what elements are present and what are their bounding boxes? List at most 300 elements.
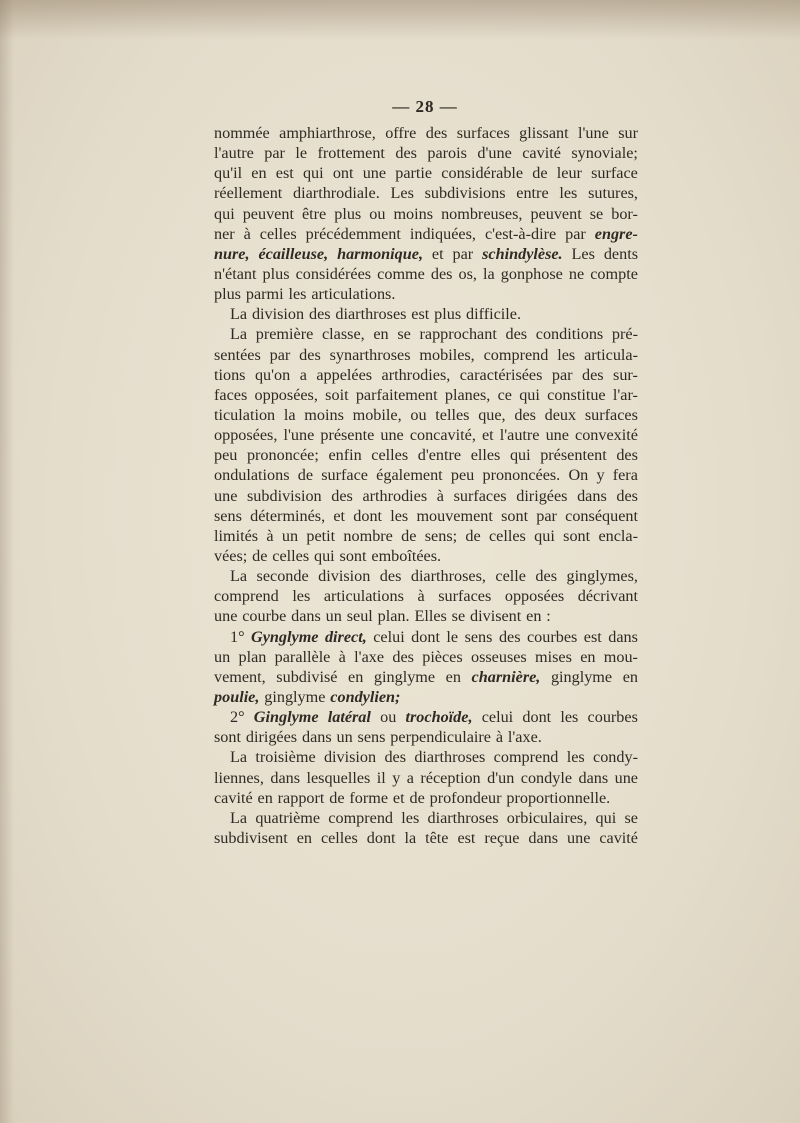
word: latéral: [327, 708, 371, 727]
word: cavité: [522, 144, 561, 163]
word: nombreuses,: [441, 204, 523, 223]
word: ne: [568, 264, 585, 283]
word: a: [406, 768, 414, 787]
word: parallèle: [274, 647, 331, 666]
word: sont: [563, 526, 591, 545]
word: des: [384, 748, 407, 767]
word: le: [446, 627, 459, 646]
word: celles: [320, 828, 358, 847]
word: des: [308, 305, 331, 324]
word: surfaces: [584, 405, 638, 424]
word: opposées,: [214, 426, 278, 445]
page-edge-shadow: [0, 0, 800, 40]
word: synoviale;: [571, 144, 638, 163]
word: sont: [501, 506, 529, 525]
word: ginglymes,: [566, 567, 638, 586]
text-line: [214, 606, 638, 626]
word: des: [379, 567, 402, 586]
text-line: [214, 425, 638, 445]
word: de: [329, 788, 345, 807]
word: une: [614, 768, 638, 787]
word: les: [560, 708, 579, 727]
word: y: [392, 768, 401, 787]
word: de: [532, 164, 548, 183]
word: dont: [366, 828, 396, 847]
word: des: [331, 486, 353, 505]
word: peuvent: [242, 204, 294, 223]
word: comprend: [493, 748, 559, 767]
word: On: [568, 466, 589, 485]
text-line: [214, 727, 638, 747]
word: d'une: [477, 144, 512, 163]
word: offre: [385, 124, 417, 142]
word: sutures,: [588, 184, 638, 203]
word: celle: [495, 567, 526, 586]
word: est: [411, 305, 430, 324]
word: La: [230, 305, 248, 324]
word: troisième: [255, 748, 316, 767]
word: première: [255, 325, 314, 344]
word: à: [266, 526, 274, 545]
word: deux: [544, 405, 577, 424]
word: dans: [577, 486, 607, 505]
word: dont: [411, 627, 440, 646]
word: entre: [516, 184, 549, 203]
word: qui: [313, 546, 335, 565]
word: qu'il: [214, 164, 243, 183]
word: et: [481, 426, 494, 445]
word: écailleuse,: [258, 244, 329, 263]
word: celles: [371, 446, 409, 465]
word: l'ar-: [612, 385, 638, 404]
word: liennes,: [214, 768, 264, 787]
text-line: [214, 204, 638, 224]
word: réellement: [214, 184, 283, 203]
word: l'autre: [499, 426, 540, 445]
word: l'une: [578, 124, 609, 142]
word: convexité: [575, 426, 638, 445]
word: Les: [571, 244, 595, 263]
word: division: [323, 748, 377, 767]
word: une: [380, 426, 404, 445]
word: de: [409, 788, 425, 807]
word: être: [301, 204, 327, 223]
word: en: [348, 667, 364, 686]
text-line: [214, 747, 638, 767]
word: les: [292, 587, 311, 606]
word: sont: [339, 546, 367, 565]
word: schindylèse.: [482, 244, 563, 263]
text-line: [214, 143, 638, 163]
word: est: [457, 828, 476, 847]
word: charnière,: [471, 667, 541, 686]
word: dirigées: [245, 728, 298, 747]
word: et: [392, 788, 405, 807]
word: par: [551, 365, 573, 384]
text-line: [214, 244, 638, 264]
word: fera: [612, 466, 638, 485]
word: direct,: [324, 627, 367, 646]
word: rapprochant: [419, 325, 497, 344]
word: :: [546, 607, 551, 626]
word: comprend: [214, 587, 279, 606]
word: un: [336, 728, 353, 747]
word: arthrodies: [362, 486, 428, 505]
word: qui: [302, 164, 324, 183]
word: celui: [481, 708, 514, 727]
word: à: [243, 224, 251, 243]
text-line: [214, 506, 638, 526]
word: mou-: [603, 647, 638, 666]
word: les: [288, 285, 307, 304]
text-line: [214, 687, 638, 707]
word: des: [616, 446, 638, 465]
word: se: [624, 808, 638, 827]
word: considérées: [295, 264, 372, 283]
word: nure,: [214, 244, 250, 263]
word: divisent: [470, 607, 522, 626]
word: seul: [346, 607, 373, 626]
word: une: [214, 486, 238, 505]
word: des: [616, 486, 638, 505]
word: conséquent: [565, 506, 638, 525]
word: leur: [556, 164, 582, 183]
word: l'autre: [214, 144, 254, 163]
word: Ginglyme: [253, 708, 319, 727]
text-line: [214, 183, 638, 203]
word: opposées: [504, 587, 565, 606]
word: difficile.: [466, 305, 521, 324]
word: n'étant: [214, 264, 257, 283]
word: celui: [373, 627, 405, 646]
word: qu'on: [254, 365, 291, 384]
word: est: [275, 164, 294, 183]
word: les: [557, 345, 576, 364]
text-line: [214, 486, 638, 506]
text-line: [214, 163, 638, 183]
word: petit: [306, 526, 336, 545]
word: l'axe: [354, 647, 385, 666]
word: diarthroses: [335, 305, 407, 324]
word: proportionnelle.: [506, 788, 611, 807]
word: et: [431, 244, 444, 263]
word: courbes: [526, 627, 578, 646]
word: tête: [425, 828, 449, 847]
word: un: [325, 607, 342, 626]
word: dents: [603, 244, 638, 263]
word: en: [526, 607, 542, 626]
word: les: [401, 808, 420, 827]
word: y: [596, 466, 605, 485]
word: dont: [353, 506, 383, 525]
word: lesquelles: [306, 768, 371, 787]
word: les: [566, 748, 585, 767]
word: surface: [591, 164, 638, 183]
word: caractérisées: [459, 365, 543, 384]
word: dirigées: [516, 486, 568, 505]
word: se: [451, 607, 466, 626]
word: prononcée;: [246, 446, 319, 465]
word: dans: [578, 768, 609, 787]
word: des: [425, 124, 448, 142]
word: à: [436, 486, 444, 505]
word: en: [257, 788, 273, 807]
word: à: [338, 647, 346, 666]
word: de: [297, 466, 314, 485]
word: dans: [301, 728, 332, 747]
word: moins: [304, 405, 344, 424]
word: planes,: [444, 385, 491, 404]
text-line: [214, 304, 638, 324]
word: qui: [519, 385, 540, 404]
word: surfaces: [438, 587, 492, 606]
word: articula-: [584, 345, 638, 364]
text-line: [214, 526, 638, 546]
word: un: [281, 526, 299, 545]
word: Les: [390, 184, 414, 203]
word: qui: [595, 808, 617, 827]
word: condyle: [520, 768, 573, 787]
word: concavité,: [409, 426, 476, 445]
text-line: [214, 365, 638, 385]
word: le: [295, 144, 308, 163]
text-line: [214, 385, 638, 405]
word: condylien;: [330, 687, 401, 706]
word: la: [283, 405, 296, 424]
word: classe,: [321, 325, 365, 344]
text-line: [214, 324, 638, 344]
word: également: [376, 466, 443, 485]
word: à: [417, 587, 425, 606]
word: dans: [270, 768, 301, 787]
word: os,: [458, 264, 477, 283]
word: sont: [214, 728, 241, 747]
word: opposées,: [254, 385, 318, 404]
text-line: [214, 667, 638, 687]
text-line: [214, 405, 638, 425]
word: des: [535, 567, 557, 586]
word: harmonique,: [337, 244, 423, 263]
word: ce: [497, 385, 512, 404]
word: de: [401, 526, 417, 545]
word: ticulation: [214, 405, 276, 424]
word: en: [622, 667, 638, 686]
word: dans: [528, 828, 559, 847]
text-line: [214, 345, 638, 365]
word: qui: [214, 204, 235, 223]
word: ner: [214, 224, 235, 243]
word: conditions: [535, 325, 604, 344]
word: plus: [334, 204, 362, 223]
word: de: [465, 526, 481, 545]
word: surface: [321, 466, 368, 485]
word: en: [373, 325, 389, 344]
word: arthrodies,: [381, 365, 451, 384]
word: peu: [214, 446, 238, 465]
word: ou: [380, 708, 397, 727]
text-line: [214, 586, 638, 606]
word: amphiarthrose,: [279, 124, 376, 142]
text-line: [214, 808, 638, 828]
word: diarthroses,: [410, 567, 486, 586]
word: ont: [332, 164, 354, 183]
word: Gynglyme: [251, 627, 319, 646]
word: prononcées.: [482, 466, 561, 485]
body-text: [214, 123, 638, 848]
word: des: [582, 365, 604, 384]
word: cavité: [214, 788, 253, 807]
text-line: [214, 264, 638, 284]
word: la: [483, 264, 495, 283]
text-line: [214, 828, 638, 848]
page-number: — 28 —: [392, 97, 458, 116]
word: surfaces: [456, 124, 510, 142]
word: et: [333, 506, 346, 525]
text-line: [214, 647, 638, 667]
word: vement,: [214, 667, 266, 686]
text-line: [214, 445, 638, 465]
word: parois: [427, 144, 467, 163]
word: en: [251, 164, 267, 183]
word: plan: [238, 647, 267, 666]
word: comme: [377, 264, 425, 283]
word: subdivisé: [276, 667, 338, 686]
word: pré-: [611, 325, 638, 344]
word: une: [545, 426, 569, 445]
word: a: [299, 365, 307, 384]
word: par: [269, 345, 291, 364]
word: osseuses: [470, 647, 527, 666]
word: telles: [435, 405, 470, 424]
word: Elles: [414, 607, 447, 626]
word: l'axe.: [507, 728, 542, 747]
word: soit: [325, 385, 349, 404]
word: parmi: [245, 285, 284, 304]
word: La: [230, 808, 248, 827]
word: sens: [357, 728, 386, 747]
word: diarthrodiale.: [293, 184, 380, 203]
word: qui: [534, 526, 555, 545]
word: compte: [590, 264, 638, 283]
word: limités: [214, 526, 259, 545]
word: 2°: [230, 708, 245, 727]
word: gonphose: [500, 264, 563, 283]
word: frottement: [317, 144, 385, 163]
word: orbiculaires,: [506, 808, 588, 827]
text-line: [214, 627, 638, 647]
word: subdivision: [246, 486, 322, 505]
word: division: [251, 305, 305, 324]
word: qui: [509, 446, 531, 465]
word: sens;: [424, 526, 458, 545]
word: en: [445, 667, 461, 686]
word: mobiles,: [419, 345, 475, 364]
page-gutter-shadow: [0, 0, 14, 1123]
word: l'une: [283, 426, 315, 445]
word: peu: [450, 466, 475, 485]
word: sentées: [214, 345, 261, 364]
word: les: [559, 184, 578, 203]
word: diarthroses: [427, 808, 499, 827]
word: 1°: [230, 627, 245, 646]
word: des: [514, 405, 536, 424]
word: à: [495, 728, 504, 747]
word: par: [565, 224, 586, 243]
word: appelées: [316, 365, 373, 384]
word: sur: [618, 124, 638, 142]
word: nommée: [214, 124, 270, 142]
word: La: [230, 748, 248, 767]
word: précédemment: [305, 224, 401, 243]
word: peuvent: [530, 204, 582, 223]
word: synarthroses: [329, 345, 411, 364]
word: de: [252, 546, 268, 565]
word: La: [230, 567, 248, 586]
word: ginglyme: [373, 667, 436, 686]
word: encla-: [598, 526, 638, 545]
word: se: [589, 204, 604, 223]
word: indiquées,: [409, 224, 476, 243]
text-line: [214, 284, 638, 304]
word: une: [567, 828, 591, 847]
word: partie: [395, 164, 433, 183]
word: vées;: [214, 546, 248, 565]
word: un: [214, 647, 231, 666]
word: présentent: [540, 446, 607, 465]
word: comprend: [483, 345, 549, 364]
word: engre-: [594, 224, 638, 243]
word: articulations.: [311, 285, 396, 304]
word: rapport: [277, 788, 325, 807]
word: dans: [608, 627, 638, 646]
word: enfin: [328, 446, 362, 465]
text-line: [214, 465, 638, 485]
text-line: [214, 123, 638, 143]
word: des: [505, 325, 528, 344]
word: parfaitement: [355, 385, 438, 404]
word: par: [264, 144, 285, 163]
word: poulie,: [214, 687, 260, 706]
word: ginglyme: [264, 687, 326, 706]
word: courbes: [587, 708, 638, 727]
word: une: [362, 164, 387, 183]
word: ou: [369, 204, 386, 223]
word: ginglyme: [550, 667, 613, 686]
text-line: [214, 546, 638, 566]
word: la: [404, 828, 417, 847]
word: mouvement: [416, 506, 493, 525]
word: des: [392, 647, 414, 666]
text-line: [214, 566, 638, 586]
word: les: [390, 506, 409, 525]
word: La: [230, 325, 248, 344]
text-line: [214, 707, 638, 727]
word: courbe: [242, 607, 287, 626]
text-line: [214, 224, 638, 244]
word: plan.: [377, 607, 410, 626]
word: plus: [214, 285, 241, 304]
word: une: [214, 607, 238, 626]
word: déterminés,: [250, 506, 326, 525]
word: emboîtées.: [371, 546, 442, 565]
word: par: [536, 506, 557, 525]
word: plus: [262, 264, 290, 283]
word: en: [580, 647, 596, 666]
word: sur-: [613, 365, 638, 384]
word: trochoïde,: [405, 708, 473, 727]
word: sens: [464, 627, 493, 646]
word: celles: [489, 526, 526, 545]
